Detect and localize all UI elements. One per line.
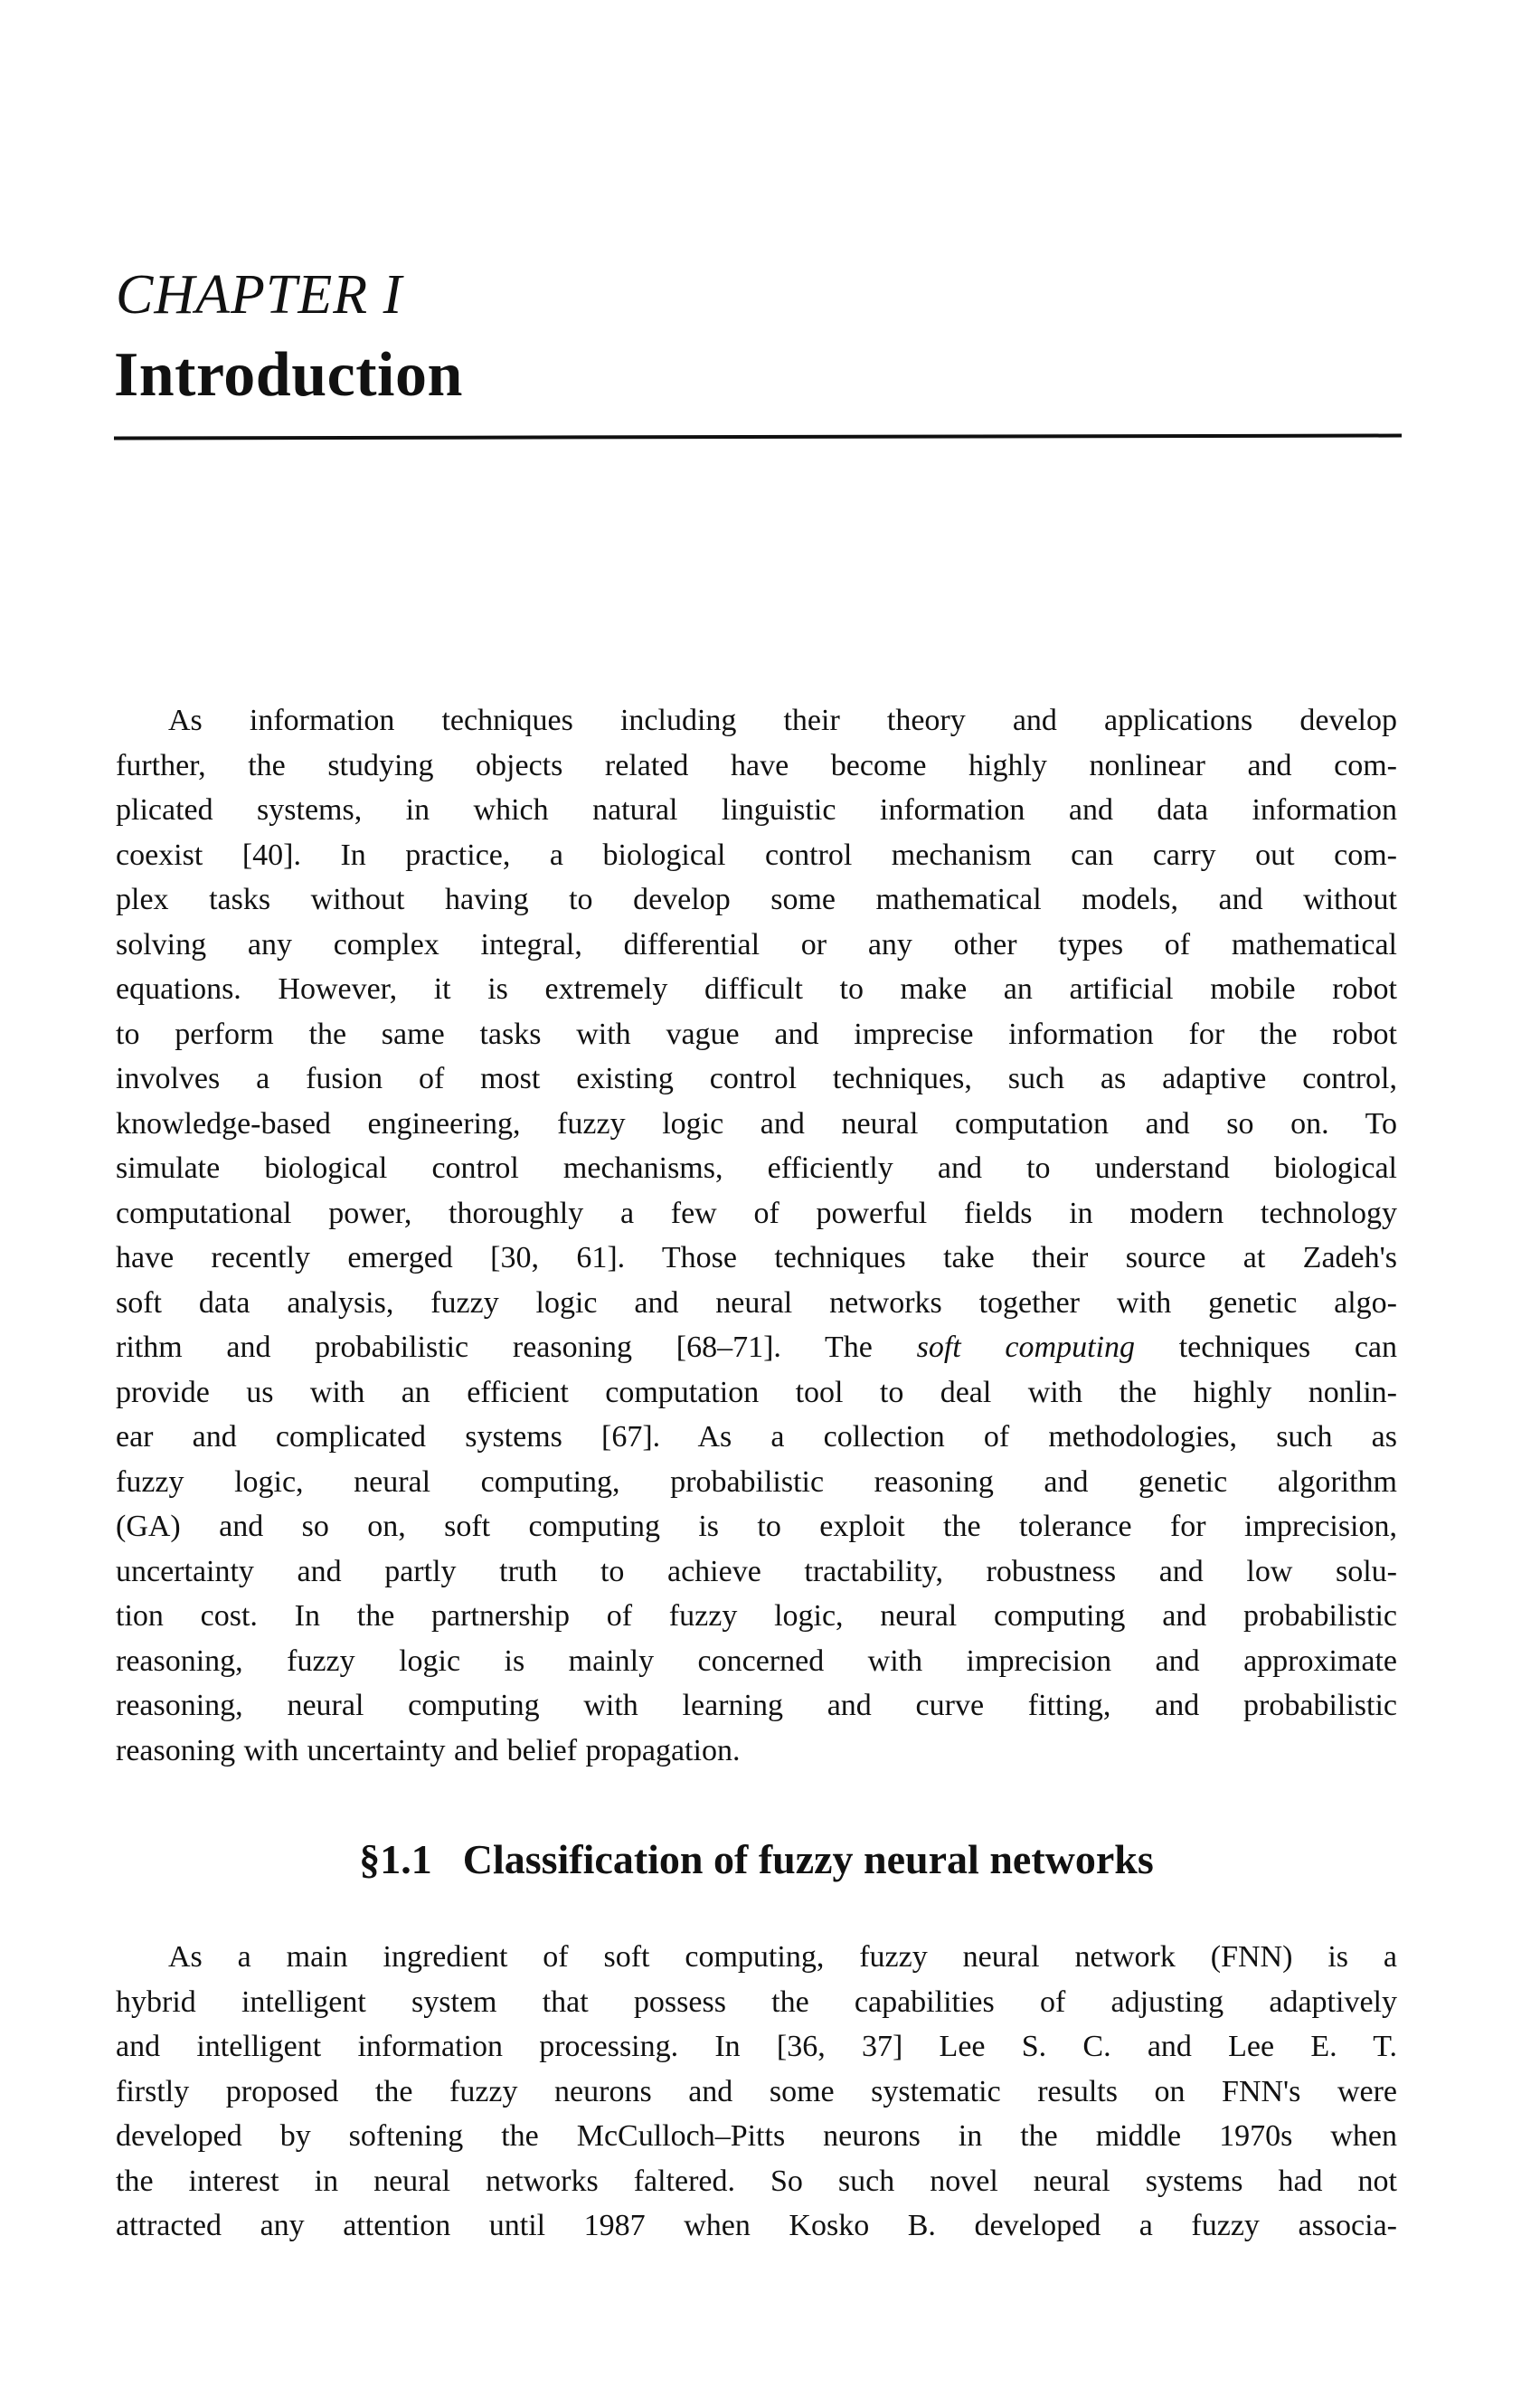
text-line: computational power, thoroughly a few of powerful fields in modern technology (116, 1196, 1397, 1230)
paragraph-intro (116, 698, 1397, 1773)
text-line: soft data analysis, fuzzy logic and neural networks together with genetic algo- (116, 1285, 1397, 1320)
text-line: coexist [40]. In practice, a biological control mechanism can carry out com- (116, 838, 1397, 872)
text-line: have recently emerged [30, 61]. Those techniques take their source at Zadeh's (116, 1241, 1397, 1274)
text-line: the interest in neural networks faltered. So such novel neural systems had not (116, 2164, 1397, 2198)
text-line: hybrid intelligent system that possess the capabilities of adjusting adaptively (116, 1984, 1397, 2019)
text-line: reasoning, fuzzy logic is mainly concerned with imprecision and approximate (116, 1643, 1397, 1678)
text-line: As a main ingredient of soft computing, fuzzy neural network (FNN) is a (168, 1940, 1397, 1974)
text-line: uncertainty and partly truth to achieve tractability, robustness and low solu- (116, 1554, 1397, 1588)
text-line: further, the studying objects related have become highly nonlinear and com- (116, 748, 1397, 782)
section-title: Classification of fuzzy neural networks (462, 1836, 1154, 1882)
section-number: §1.1 (359, 1836, 432, 1882)
text-line: developed by softening the McCulloch–Pitts neurons in the middle 1970s when (116, 2119, 1397, 2153)
text-line: plicated systems, in which natural linguistic information and data information (116, 793, 1397, 827)
paragraph-fnn (116, 1935, 1397, 2249)
text-line: provide us with an efficient computation tool to deal with the highly nonlin- (116, 1375, 1397, 1409)
text-line: solving any complex integral, differential or any other types of mathematical (116, 927, 1397, 961)
text-line: plex tasks without having to develop some mathematical models, and without (116, 883, 1397, 916)
text-line: reasoning with uncertainty and belief propagation. (116, 1733, 741, 1767)
text-line: reasoning, neural computing with learning and curve fitting, and probabilistic (116, 1689, 1397, 1722)
text-line: rithm and probabilistic reasoning [68–71]. The soft computing techniques can (116, 1331, 1397, 1364)
section-heading (116, 1833, 1397, 1887)
chapter-label: CHAPTER I (116, 264, 403, 326)
text-line: firstly proposed the fuzzy neurons and some systematic results on FNN's were (116, 2074, 1397, 2108)
text-line: fuzzy logic, neural computing, probabilistic reasoning and genetic algorithm (116, 1464, 1397, 1499)
text-line: tion cost. In the partnership of fuzzy logic, neural computing and probabilistic (116, 1599, 1397, 1633)
text-line: As information techniques including their theory and applications develop (168, 704, 1397, 737)
text-line: ear and complicated systems [67]. As a collection of methodologies, such as (116, 1420, 1397, 1454)
text-line: (GA) and so on, soft computing is to exploit the tolerance for imprecision, (116, 1510, 1397, 1543)
text-line: to perform the same tasks with vague and imprecise information for the robot (116, 1017, 1397, 1051)
text-line: and intelligent information processing. In [36, 37] Lee S. C. and Lee E. T. (116, 2030, 1397, 2063)
text-line: attracted any attention until 1987 when Kosko B. developed a fuzzy associa- (116, 2209, 1397, 2242)
text-line: equations. However, it is extremely difficult to make an artificial mobile robot (116, 972, 1397, 1006)
chapter-title: Introduction (114, 340, 463, 410)
text-line: knowledge-based engineering, fuzzy logic and neural computation and so on. To (116, 1106, 1397, 1141)
title-rule (114, 434, 1402, 440)
text-line: simulate biological control mechanisms, efficiently and to understand biological (116, 1151, 1397, 1185)
text-line: involves a fusion of most existing control techniques, such as adaptive control, (116, 1062, 1397, 1095)
